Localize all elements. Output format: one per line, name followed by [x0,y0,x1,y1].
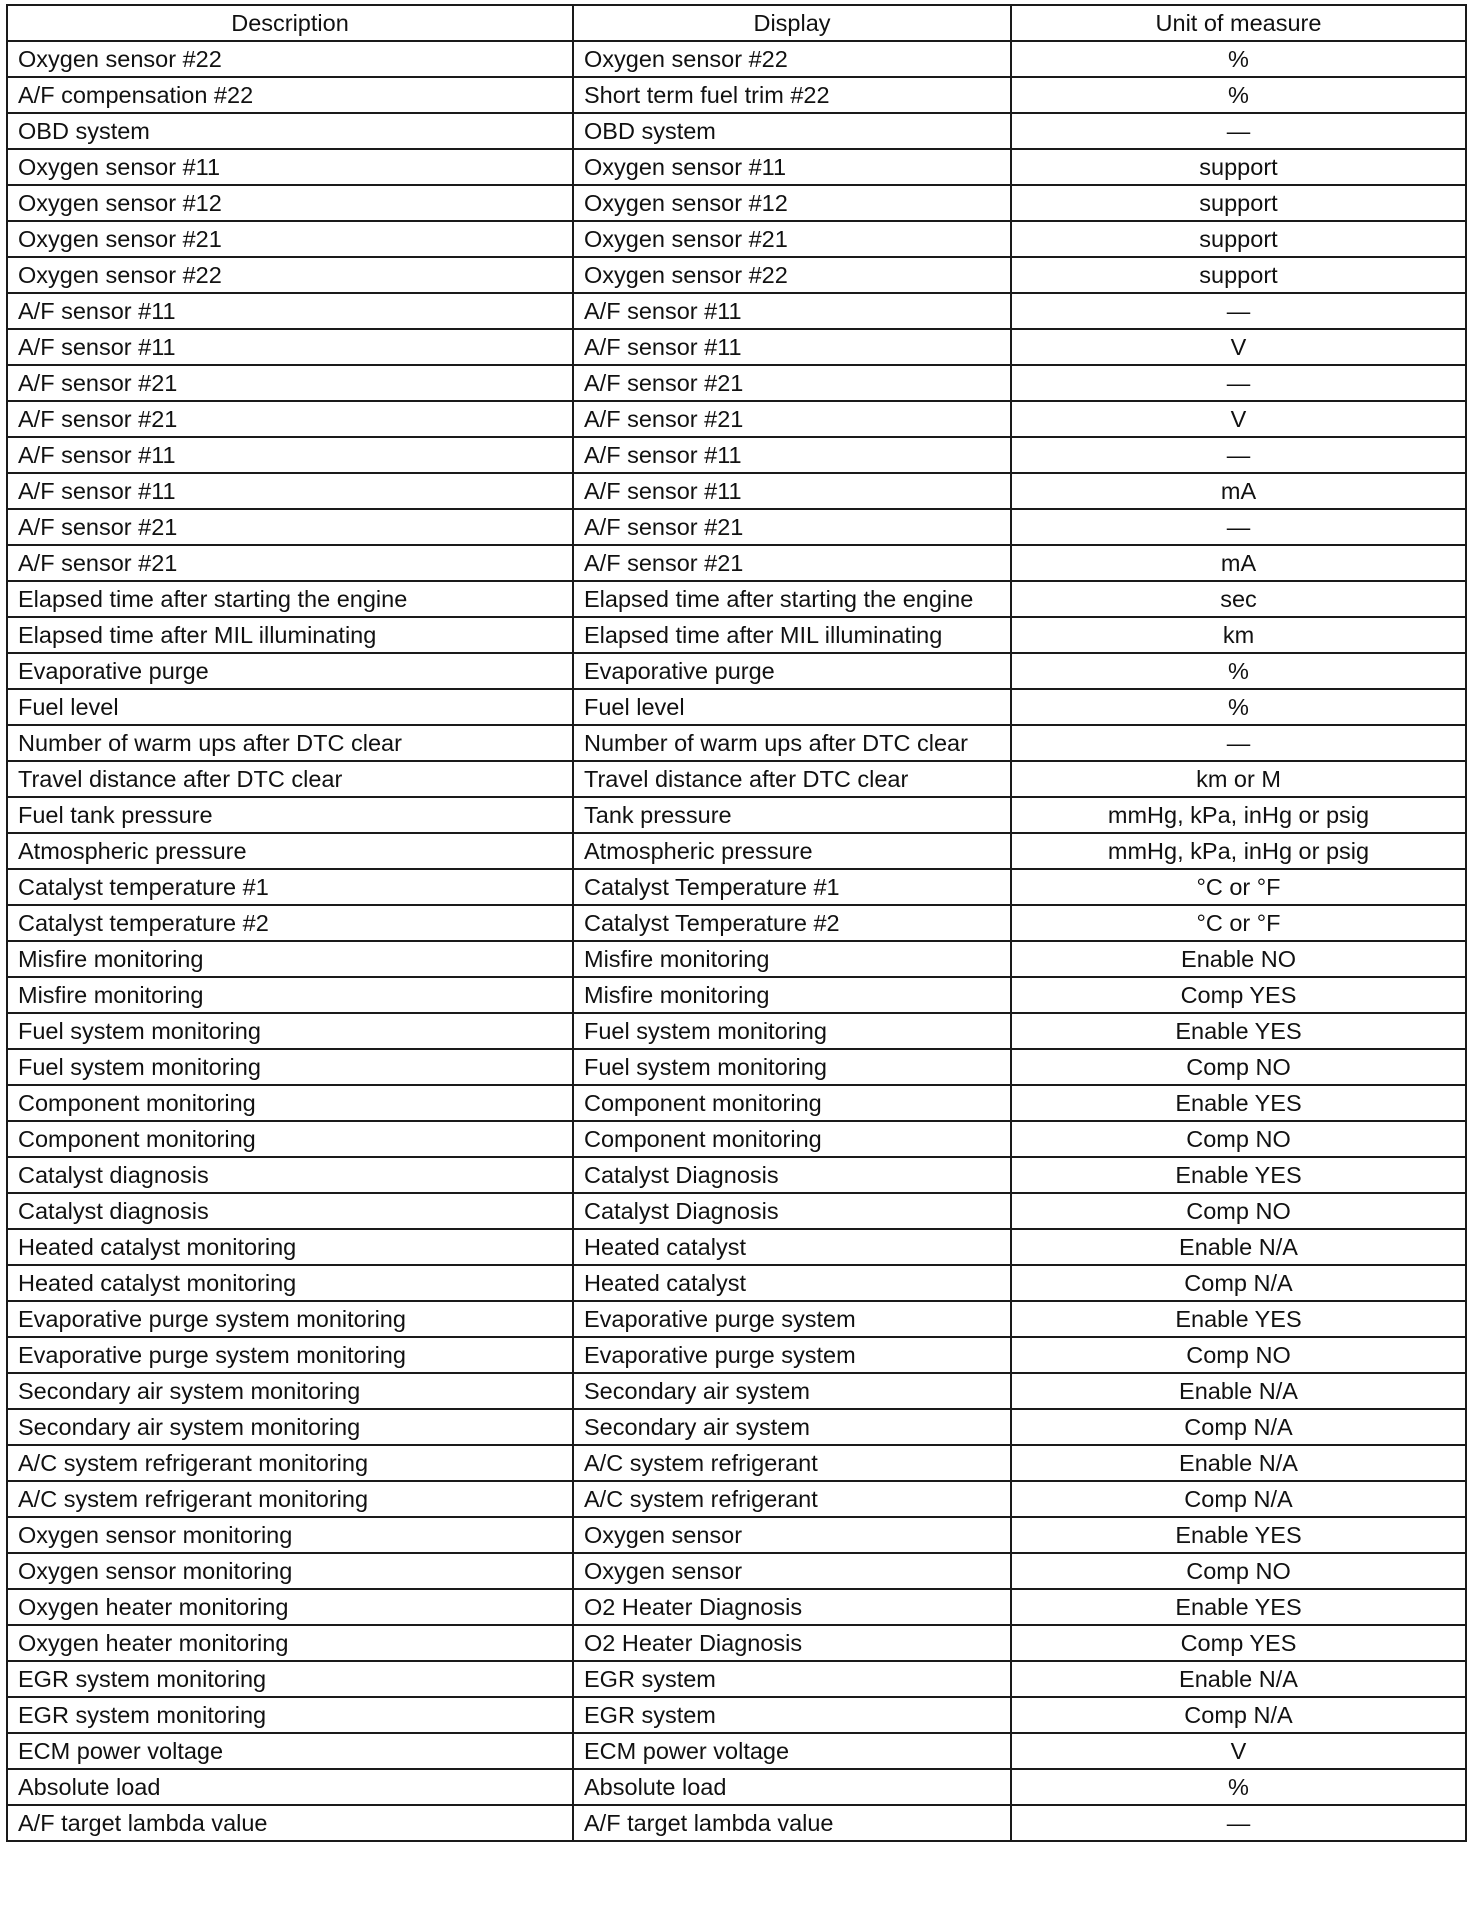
cell-display: Oxygen sensor #22 [573,257,1011,293]
cell-display: Atmospheric pressure [573,833,1011,869]
cell-description: A/F target lambda value [7,1805,573,1841]
cell-display: Catalyst Diagnosis [573,1157,1011,1193]
cell-description: Fuel level [7,689,573,725]
table-row [7,1013,1466,1049]
cell-description: Component monitoring [7,1085,573,1121]
cell-display: A/F sensor #11 [573,437,1011,473]
cell-unit: Comp NO [1011,1337,1466,1373]
cell-description: Oxygen sensor monitoring [7,1553,573,1589]
cell-unit: support [1011,221,1466,257]
table-row [7,1121,1466,1157]
cell-unit: Comp YES [1011,977,1466,1013]
table-row [7,149,1466,185]
cell-display: Elapsed time after starting the engine [573,581,1011,617]
cell-unit: support [1011,185,1466,221]
cell-unit: mmHg, kPa, inHg or psig [1011,833,1466,869]
data-table-container [6,4,1465,1842]
table-row [7,617,1466,653]
cell-description: Elapsed time after MIL illuminating [7,617,573,653]
header-row [7,5,1466,41]
cell-description: Travel distance after DTC clear [7,761,573,797]
column-header-unit: Unit of measure [1011,5,1466,41]
cell-description: A/F sensor #21 [7,401,573,437]
cell-display: Oxygen sensor #21 [573,221,1011,257]
cell-unit: % [1011,689,1466,725]
cell-unit: mA [1011,545,1466,581]
table-row [7,1445,1466,1481]
cell-display: OBD system [573,113,1011,149]
cell-unit: mA [1011,473,1466,509]
table-row [7,221,1466,257]
table-row [7,1301,1466,1337]
column-header-display: Display [573,5,1011,41]
table-row [7,401,1466,437]
cell-unit: Enable N/A [1011,1373,1466,1409]
cell-description: Secondary air system monitoring [7,1373,573,1409]
cell-display: Secondary air system [573,1373,1011,1409]
cell-description: Evaporative purge [7,653,573,689]
obd-data-table [6,4,1467,1842]
table-row [7,1517,1466,1553]
table-row [7,653,1466,689]
cell-display: Absolute load [573,1769,1011,1805]
table-row [7,545,1466,581]
cell-description: Component monitoring [7,1121,573,1157]
cell-description: Oxygen sensor #11 [7,149,573,185]
cell-description: Heated catalyst monitoring [7,1265,573,1301]
cell-display: EGR system [573,1697,1011,1733]
cell-display: Tank pressure [573,797,1011,833]
table-row [7,473,1466,509]
table-row [7,581,1466,617]
table-row [7,1157,1466,1193]
cell-unit: Comp NO [1011,1193,1466,1229]
cell-unit: support [1011,149,1466,185]
cell-display: A/F sensor #21 [573,509,1011,545]
cell-display: Evaporative purge system [573,1337,1011,1373]
cell-display: A/F target lambda value [573,1805,1011,1841]
cell-description: Fuel system monitoring [7,1049,573,1085]
table-row [7,1409,1466,1445]
table-row [7,833,1466,869]
table-row [7,977,1466,1013]
cell-unit: Comp YES [1011,1625,1466,1661]
cell-display: Short term fuel trim #22 [573,77,1011,113]
cell-description: A/C system refrigerant monitoring [7,1445,573,1481]
table-header [7,5,1466,41]
cell-display: A/F sensor #21 [573,401,1011,437]
table-row [7,1229,1466,1265]
cell-unit: — [1011,509,1466,545]
table-row [7,869,1466,905]
cell-description: Oxygen sensor #21 [7,221,573,257]
cell-display: Oxygen sensor #11 [573,149,1011,185]
cell-unit: Comp N/A [1011,1409,1466,1445]
cell-description: Atmospheric pressure [7,833,573,869]
table-row [7,1589,1466,1625]
cell-unit: % [1011,1769,1466,1805]
cell-display: A/F sensor #21 [573,545,1011,581]
cell-unit: — [1011,725,1466,761]
table-row [7,1265,1466,1301]
cell-description: A/F sensor #21 [7,509,573,545]
cell-description: Fuel system monitoring [7,1013,573,1049]
cell-description: Oxygen heater monitoring [7,1589,573,1625]
cell-description: Oxygen sensor monitoring [7,1517,573,1553]
table-row [7,41,1466,77]
cell-description: Secondary air system monitoring [7,1409,573,1445]
cell-description: A/F compensation #22 [7,77,573,113]
cell-display: Fuel system monitoring [573,1049,1011,1085]
table-row [7,1733,1466,1769]
table-row [7,1661,1466,1697]
cell-display: Component monitoring [573,1085,1011,1121]
cell-display: Oxygen sensor [573,1553,1011,1589]
cell-display: Component monitoring [573,1121,1011,1157]
table-row [7,1049,1466,1085]
cell-description: A/F sensor #11 [7,293,573,329]
cell-display: A/F sensor #11 [573,293,1011,329]
cell-description: Absolute load [7,1769,573,1805]
cell-description: EGR system monitoring [7,1697,573,1733]
cell-description: Catalyst temperature #2 [7,905,573,941]
cell-unit: — [1011,1805,1466,1841]
cell-unit: V [1011,1733,1466,1769]
cell-display: ECM power voltage [573,1733,1011,1769]
table-row [7,437,1466,473]
table-row [7,1481,1466,1517]
cell-description: A/F sensor #21 [7,545,573,581]
table-row [7,1193,1466,1229]
cell-display: A/F sensor #11 [573,329,1011,365]
table-row [7,797,1466,833]
cell-unit: °C or °F [1011,869,1466,905]
cell-unit: Enable N/A [1011,1661,1466,1697]
table-row [7,1553,1466,1589]
cell-unit: Enable YES [1011,1517,1466,1553]
cell-display: Fuel system monitoring [573,1013,1011,1049]
table-row [7,185,1466,221]
cell-description: Misfire monitoring [7,977,573,1013]
cell-unit: Enable YES [1011,1301,1466,1337]
cell-unit: V [1011,329,1466,365]
cell-unit: % [1011,653,1466,689]
cell-display: A/C system refrigerant [573,1481,1011,1517]
cell-unit: V [1011,401,1466,437]
cell-unit: — [1011,437,1466,473]
cell-unit: mmHg, kPa, inHg or psig [1011,797,1466,833]
cell-unit: Comp N/A [1011,1481,1466,1517]
cell-display: Evaporative purge [573,653,1011,689]
table-row [7,77,1466,113]
table-row [7,1625,1466,1661]
cell-display: Heated catalyst [573,1229,1011,1265]
table-row [7,1373,1466,1409]
table-row [7,1769,1466,1805]
cell-display: Number of warm ups after DTC clear [573,725,1011,761]
cell-unit: support [1011,257,1466,293]
cell-description: Evaporative purge system monitoring [7,1337,573,1373]
cell-display: Catalyst Temperature #2 [573,905,1011,941]
cell-unit: — [1011,293,1466,329]
table-row [7,689,1466,725]
cell-description: Heated catalyst monitoring [7,1229,573,1265]
cell-unit: Comp N/A [1011,1697,1466,1733]
cell-unit: Enable YES [1011,1157,1466,1193]
column-header-description: Description [7,5,573,41]
cell-description: Oxygen sensor #22 [7,257,573,293]
cell-description: Elapsed time after starting the engine [7,581,573,617]
cell-unit: Enable NO [1011,941,1466,977]
table-row [7,761,1466,797]
cell-display: Heated catalyst [573,1265,1011,1301]
cell-unit: Enable YES [1011,1013,1466,1049]
cell-unit: Enable YES [1011,1085,1466,1121]
table-row [7,1085,1466,1121]
cell-display: O2 Heater Diagnosis [573,1625,1011,1661]
cell-display: Catalyst Diagnosis [573,1193,1011,1229]
table-row [7,257,1466,293]
cell-display: Oxygen sensor #22 [573,41,1011,77]
table-row [7,329,1466,365]
cell-unit: Enable N/A [1011,1229,1466,1265]
table-row [7,1697,1466,1733]
cell-display: Elapsed time after MIL illuminating [573,617,1011,653]
cell-unit: Comp NO [1011,1121,1466,1157]
cell-description: A/F sensor #21 [7,365,573,401]
cell-display: A/C system refrigerant [573,1445,1011,1481]
cell-description: A/F sensor #11 [7,329,573,365]
cell-unit: Enable N/A [1011,1445,1466,1481]
cell-display: A/F sensor #11 [573,473,1011,509]
cell-display: Evaporative purge system [573,1301,1011,1337]
cell-unit: Comp NO [1011,1553,1466,1589]
cell-display: Catalyst Temperature #1 [573,869,1011,905]
table-row [7,1337,1466,1373]
cell-unit: °C or °F [1011,905,1466,941]
cell-description: A/C system refrigerant monitoring [7,1481,573,1517]
cell-display: Oxygen sensor #12 [573,185,1011,221]
cell-description: Fuel tank pressure [7,797,573,833]
cell-display: Fuel level [573,689,1011,725]
cell-description: A/F sensor #11 [7,437,573,473]
cell-display: Oxygen sensor [573,1517,1011,1553]
cell-description: Oxygen sensor #12 [7,185,573,221]
cell-display: A/F sensor #21 [573,365,1011,401]
cell-unit: % [1011,41,1466,77]
cell-display: Travel distance after DTC clear [573,761,1011,797]
table-row [7,365,1466,401]
table-row [7,113,1466,149]
cell-unit: — [1011,365,1466,401]
cell-unit: km [1011,617,1466,653]
cell-display: Misfire monitoring [573,977,1011,1013]
cell-unit: % [1011,77,1466,113]
table-row [7,293,1466,329]
cell-description: EGR system monitoring [7,1661,573,1697]
table-row [7,725,1466,761]
table-row [7,905,1466,941]
cell-unit: Enable YES [1011,1589,1466,1625]
cell-display: EGR system [573,1661,1011,1697]
table-row [7,941,1466,977]
table-row [7,1805,1466,1841]
table-body [7,41,1466,1841]
cell-description: OBD system [7,113,573,149]
cell-description: Catalyst diagnosis [7,1157,573,1193]
cell-display: Misfire monitoring [573,941,1011,977]
cell-unit: km or M [1011,761,1466,797]
cell-unit: — [1011,113,1466,149]
cell-description: Evaporative purge system monitoring [7,1301,573,1337]
cell-description: Catalyst diagnosis [7,1193,573,1229]
cell-description: Oxygen heater monitoring [7,1625,573,1661]
cell-description: Number of warm ups after DTC clear [7,725,573,761]
cell-unit: sec [1011,581,1466,617]
cell-display: O2 Heater Diagnosis [573,1589,1011,1625]
cell-unit: Comp N/A [1011,1265,1466,1301]
cell-description: ECM power voltage [7,1733,573,1769]
cell-description: A/F sensor #11 [7,473,573,509]
cell-display: Secondary air system [573,1409,1011,1445]
table-row [7,509,1466,545]
cell-description: Misfire monitoring [7,941,573,977]
cell-unit: Comp NO [1011,1049,1466,1085]
cell-description: Oxygen sensor #22 [7,41,573,77]
cell-description: Catalyst temperature #1 [7,869,573,905]
